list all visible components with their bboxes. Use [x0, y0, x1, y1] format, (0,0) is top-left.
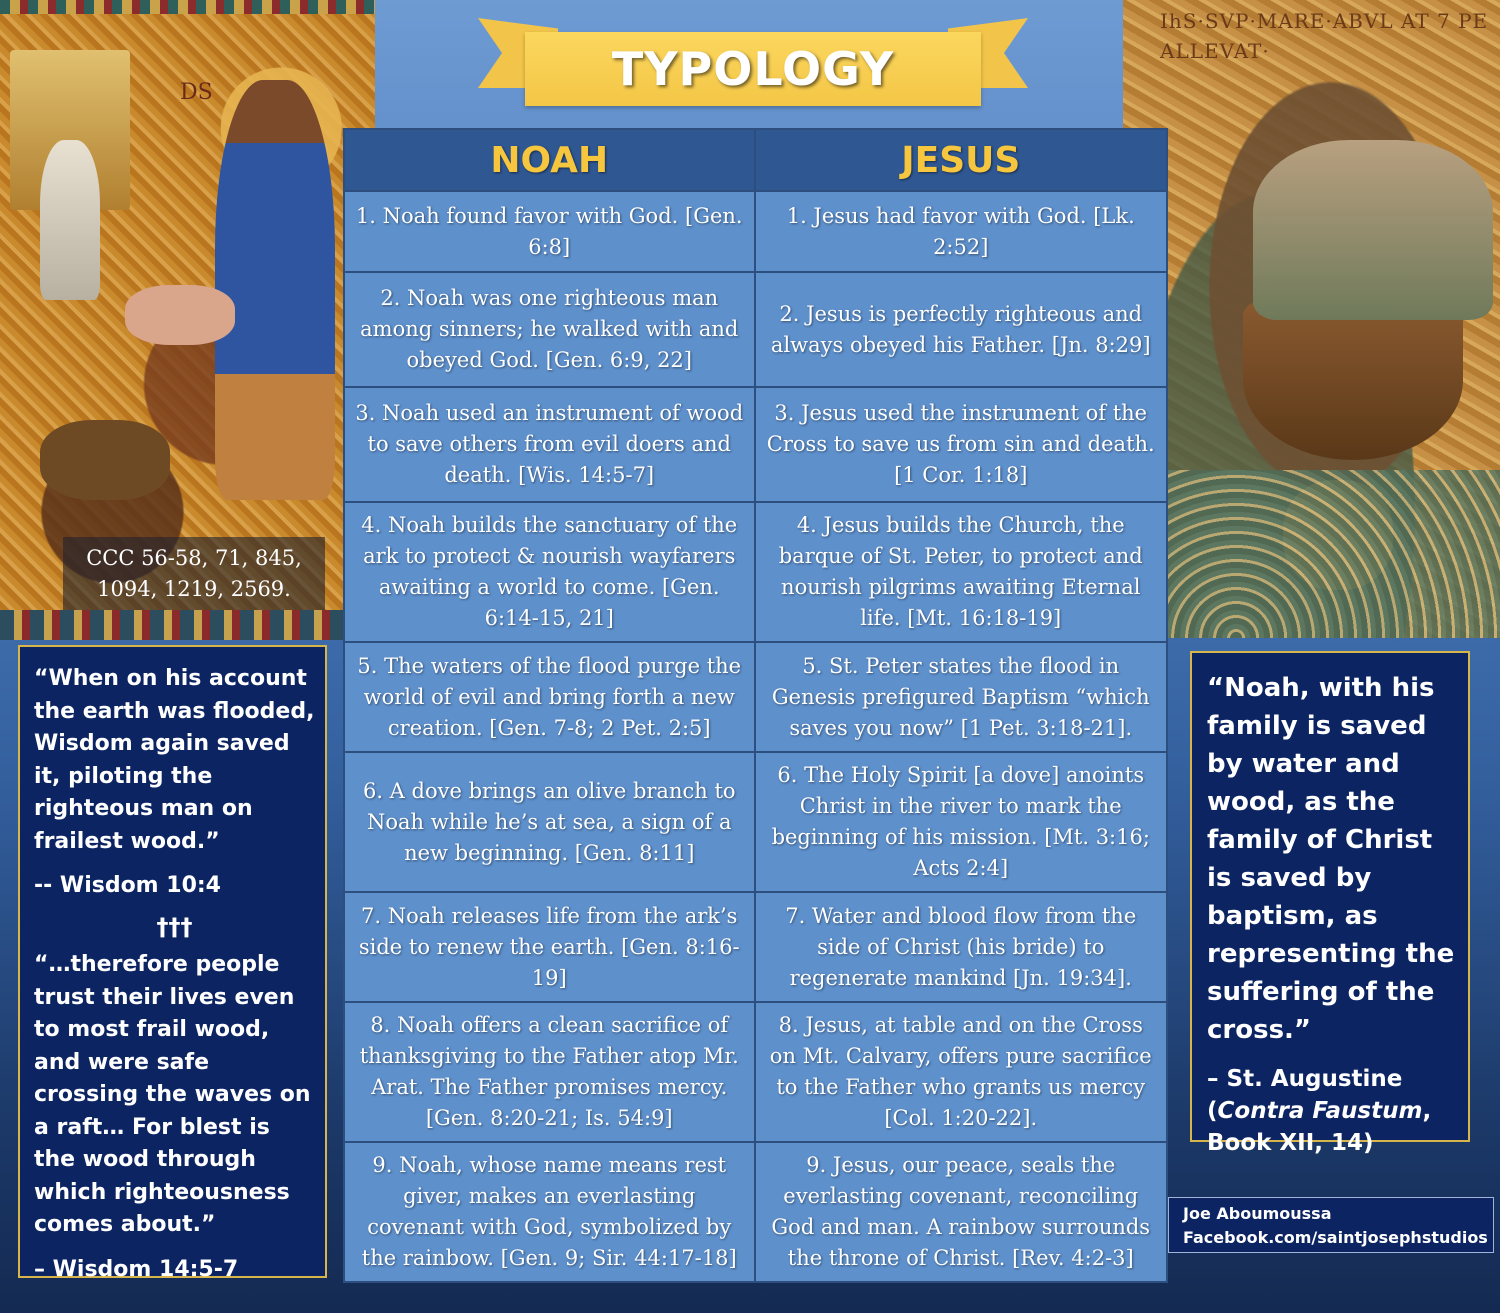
jesus-cell: 4. Jesus builds the Church, the barque of St. Peter, to protect and nourish pilgrims awaiting Eternal life. [Mt. 16:18-19] — [756, 503, 1167, 643]
table-row — [345, 893, 1166, 1003]
mosaic-top-border — [0, 0, 375, 14]
wisdom-quote-box — [18, 645, 327, 1282]
jesus-cell: 7. Water and blood flow from the side of Christ (his bride) to regenerate mankind [Jn. 19:34]. — [756, 893, 1167, 1003]
table-row — [345, 192, 1166, 273]
header-noah: NOAH — [345, 130, 756, 192]
jesus-cell: 8. Jesus, at table and on the Cross on Mt. Calvary, offers pure sacrifice to the Father who grants us mercy [Col. 1:20-22]. — [756, 1003, 1167, 1143]
table-row — [345, 388, 1166, 503]
typology-table — [343, 128, 1168, 1283]
noah-cell: 8. Noah offers a clean sacrifice of thanksgiving to the Father atop Mr. Arat. The Father promises mercy. [Gen. 8:20-21; Is. 54:9] — [345, 1003, 756, 1143]
table-row — [345, 1003, 1166, 1143]
noah-cell: 5. The waters of the flood purge the world of evil and bring forth a new creation. [Gen. 7-8; 2 Pet. 2:5] — [345, 643, 756, 753]
ds-inscription: DS — [180, 80, 213, 105]
inscription-line-1: IhS·SVP·MARE·ABVL AT 7 PE — [1160, 9, 1489, 33]
table-row — [345, 503, 1166, 643]
title-banner — [478, 10, 1028, 110]
jesus-cell: 1. Jesus had favor with God. [Lk. 2:52] — [756, 192, 1167, 273]
citation-book: , Book XII, 14) — [1207, 1098, 1432, 1156]
inscription-line-2: ALLEVAT· — [1160, 39, 1270, 63]
sea-waves — [1123, 470, 1500, 638]
augustine-quote: “Noah, with his family is saved by water and wood, as the family of Christ is saved by baptism, as representing the suffering of the cross.” — [1207, 673, 1455, 1045]
wisdom-citation-2: – Wisdom 14:5-7 — [34, 1256, 239, 1282]
mosaic-bottom-border — [0, 610, 345, 640]
jesus-cell: 3. Jesus used the instrument of the Cross to save us from sin and death. [1 Cor. 1:18] — [756, 388, 1167, 503]
wisdom-quote-1: “When on his account the earth was flooded, Wisdom again saved it, piloting the righteous man on frailest wood.” — [34, 666, 315, 854]
mosaic-inscription — [1160, 6, 1500, 66]
christ-figure — [215, 80, 335, 500]
citation-work-title: Contra Faustum — [1217, 1098, 1423, 1124]
animal-shape — [125, 285, 235, 345]
table-row — [345, 273, 1166, 388]
animal-shape-2 — [40, 420, 170, 500]
noah-cell: 6. A dove brings an olive branch to Noah while he’s at sea, a sign of a new beginning. [Gen. 8:11] — [345, 753, 756, 893]
noah-cell: 7. Noah releases life from the ark’s side to renew the earth. [Gen. 8:16-19] — [345, 893, 756, 1003]
noah-cell: 3. Noah used an instrument of wood to save others from evil doers and death. [Wis. 14:5-7] — [345, 388, 756, 503]
author-website[interactable]: Facebook.com/saintjosephstudios — [1183, 1228, 1488, 1247]
noah-cell: 4. Noah builds the sanctuary of the ark to protect & nourish wayfarers awaiting a world to come. [Gen. 6:14-15, 21] — [345, 503, 756, 643]
jesus-cell: 2. Jesus is perfectly righteous and always obeyed his Father. [Jn. 8:29] — [756, 273, 1167, 388]
banner-ribbon — [525, 32, 981, 106]
credit-box — [1168, 1197, 1494, 1253]
header-jesus: JESUS — [756, 130, 1167, 192]
noah-figure — [40, 140, 100, 300]
wisdom-quote-2: “…therefore people trust their lives even to most frail wood, and were safe crossing the waves on a raft… For blest is the wood through which righteousness comes about.” — [34, 952, 311, 1237]
ccc-reference: CCC 56-58, 71, 845, 1094, 1219, 2569. — [86, 545, 302, 601]
three-crosses: ††† — [156, 912, 193, 941]
apostles-group — [1253, 140, 1493, 320]
wisdom-citation-1: -- Wisdom 10:4 — [34, 873, 221, 898]
jesus-cell: 5. St. Peter states the flood in Genesis prefigured Baptism “which saves you now” [1 Pet. 3:18-21]. — [756, 643, 1167, 753]
jesus-cell: 6. The Holy Spirit [a dove] anoints Christ in the river to mark the beginning of his mission. [Mt. 3:16; Acts 2:4] — [756, 753, 1167, 893]
augustine-quote-box — [1190, 651, 1470, 1156]
noah-cell: 9. Noah, whose name means rest giver, makes an everlasting covenant with God, symbolized by the rainbow. [Gen. 9; Sir. 44:17-18] — [345, 1143, 756, 1281]
noah-cell: 1. Noah found favor with God. [Gen. 6:8] — [345, 192, 756, 273]
ccc-reference-box — [63, 537, 325, 610]
citation-paren: ( — [1207, 1098, 1218, 1124]
page-title: TYPOLOGY — [611, 42, 895, 96]
table-row — [345, 753, 1166, 893]
author-name: Joe Aboumoussa — [1183, 1204, 1332, 1223]
jesus-cell: 9. Jesus, our peace, seals the everlasting covenant, reconciling God and man. A rainbow surrounds the throne of Christ. [Rev. 4:2-3] — [756, 1143, 1167, 1281]
table-row — [345, 1143, 1166, 1281]
table-row — [345, 643, 1166, 753]
table-header-row — [345, 130, 1166, 192]
noah-cell: 2. Noah was one righteous man among sinners; he walked with and obeyed God. [Gen. 6:9, 22] — [345, 273, 756, 388]
boat-shape — [1243, 300, 1463, 460]
augustine-citation — [1207, 1063, 1458, 1159]
citation-author: – St. Augustine — [1207, 1066, 1403, 1092]
